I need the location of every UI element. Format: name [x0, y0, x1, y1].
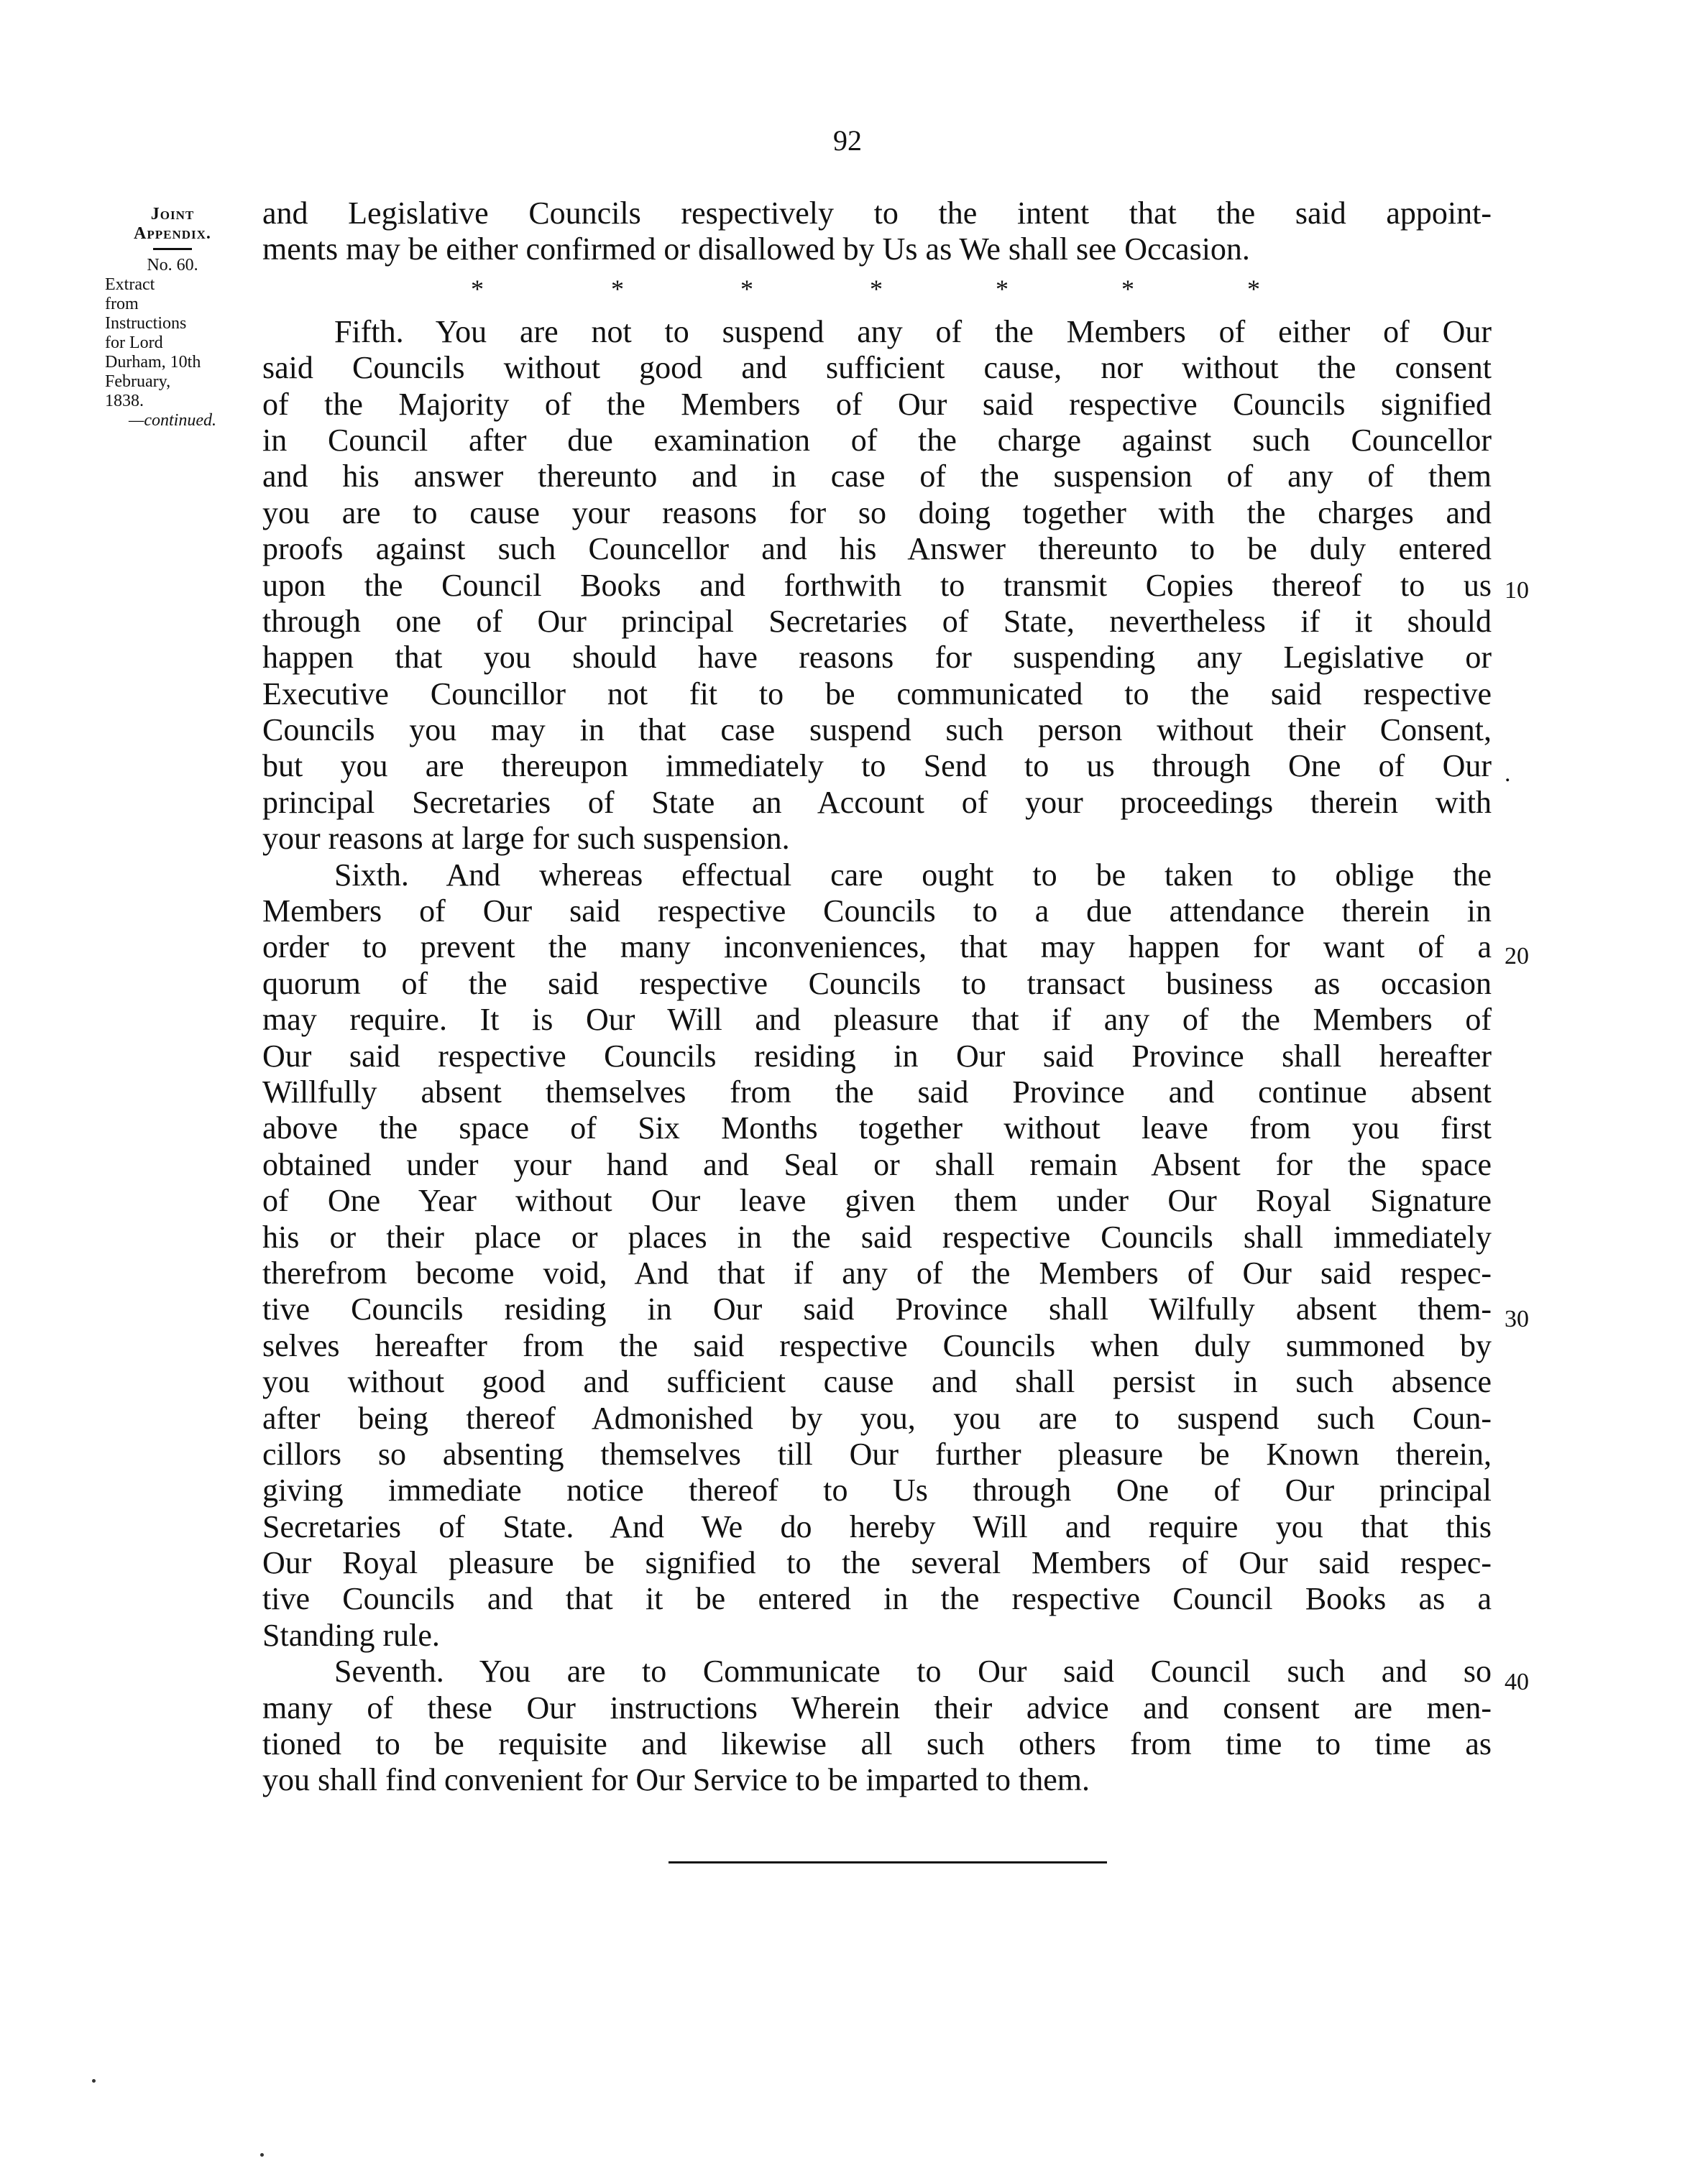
text-line: cillors so absenting themselves till Our further pleasure be Known therein, [262, 1436, 1492, 1472]
margin-note-line: Extract [105, 275, 155, 294]
text-line: Our said respective Councils residing in Our said Province shall hereafter [262, 1038, 1492, 1074]
margin-note [93, 205, 252, 430]
text-line: happen that you should have reasons for suspending any Legislative or [262, 640, 1492, 676]
margin-label-line1: Joint [150, 205, 195, 224]
line-number-10: 10 [1505, 577, 1529, 604]
asterisk: * [471, 274, 484, 303]
paragraph-fifth-first-line: Fifth. You are not to suspend any of the Members of either of Our [334, 313, 1492, 349]
text-line: said Councils without good and sufficient cause, nor without the consent [262, 350, 1492, 386]
text-line: in Council after due examination of the charge against such Councellor [262, 422, 1492, 458]
text-line: his or their place or places in the said respective Councils shall immediately [262, 1219, 1492, 1255]
margin-note-line: 1838. [105, 392, 144, 410]
margin-note-line: February, [105, 372, 171, 391]
text-line: giving immediate notice thereof to Us through One of Our principal [262, 1473, 1492, 1508]
margin-note-line: from [105, 295, 139, 313]
print-speck [260, 2153, 264, 2157]
text-line: through one of Our principal Secretaries of State, nevertheless if it should [262, 603, 1492, 639]
text-line: Executive Councillor not fit to be communicated to the said respective [262, 676, 1492, 711]
paragraph-sixth-first-line: Sixth. And whereas effectual care ought to be taken to oblige the [334, 857, 1492, 893]
text-line: of the Majority of the Members of Our said respective Councils signified [262, 386, 1492, 422]
text-line: Councils you may in that case suspend such person without their Consent, [262, 712, 1492, 748]
text-line: proofs against such Councellor and his Answer thereunto to be duly entered [262, 531, 1492, 567]
asterisk: * [870, 274, 883, 303]
text-line: Standing rule. [262, 1617, 440, 1653]
text-line: you shall find convenient for Our Service to be imparted to them. [262, 1762, 1090, 1798]
text-line: principal Secretaries of State an Account of your proceedings therein with [262, 784, 1492, 820]
text-line: quorum of the said respective Councils to transact business as occasion [262, 965, 1492, 1001]
asterisk: * [1121, 274, 1134, 303]
text-line: order to prevent the many inconveniences, that may happen for want of a [262, 929, 1492, 965]
text-line: of One Year without Our leave given them under Our Royal Signature [262, 1183, 1492, 1219]
body-text [262, 195, 1492, 1799]
text-line: therefrom become void, And that if any of the Members of Our said respec- [262, 1255, 1492, 1291]
text-line: Secretaries of State. And We do hereby Will and require you that this [262, 1508, 1492, 1544]
asterisk: * [740, 274, 753, 303]
text-line: but you are thereupon immediately to Send to us through One of Our [262, 748, 1492, 784]
page-number: 92 [833, 124, 862, 157]
text-line: may require. It is Our Will and pleasure that if any of the Members of [262, 1002, 1492, 1038]
margin-note-line: for Lord [105, 333, 163, 352]
text-line: and Legislative Councils respectively to the intent that the said appoint- [262, 195, 1492, 231]
end-rule [669, 1861, 1107, 1863]
text-line: tioned to be requisite and likewise all such others from time to time as [262, 1726, 1492, 1762]
line-number-40: 40 [1505, 1669, 1529, 1695]
text-line: Our Royal pleasure be signified to the several Members of Our said respec- [262, 1545, 1492, 1581]
text-line: tive Councils residing in Our said Province shall Wilfully absent them- [262, 1291, 1492, 1327]
line-number-mark: . [1505, 760, 1511, 787]
print-speck [92, 2079, 96, 2083]
text-line: selves hereafter from the said respective Councils when duly summoned by [262, 1327, 1492, 1363]
text-line: and his answer thereunto and in case of the suspension of any of them [262, 459, 1492, 494]
text-line: you are to cause your reasons for so doing together with the charges and [262, 494, 1492, 530]
margin-note-line: Instructions [105, 314, 187, 333]
line-number-30: 30 [1505, 1306, 1529, 1332]
text-line: ments may be either confirmed or disallowed by Us as We shall see Occasion. [262, 231, 1250, 267]
text-line: Members of Our said respective Councils to a due attendance therein in [262, 893, 1492, 929]
text-line: above the space of Six Months together without leave from you first [262, 1110, 1492, 1146]
text-line: your reasons at large for such suspension. [262, 821, 790, 857]
line-number-20: 20 [1505, 943, 1529, 969]
text-line: obtained under your hand and Seal or shall remain Absent for the space [262, 1146, 1492, 1182]
text-line: upon the Council Books and forthwith to transmit Copies thereof to us [262, 567, 1492, 603]
text-line: Willfully absent themselves from the said Province and continue absent [262, 1074, 1492, 1110]
asterisk: * [996, 274, 1009, 303]
text-line: many of these Our instructions Wherein their advice and consent are men- [262, 1690, 1492, 1725]
asterisk-separator [262, 271, 1492, 314]
margin-doc-number: No. 60. [147, 256, 198, 275]
text-line: tive Councils and that it be entered in the respective Council Books as a [262, 1581, 1492, 1617]
asterisk: * [1247, 274, 1260, 303]
margin-rule [153, 248, 192, 250]
text-line: after being thereof Admonished by you, you are to suspend such Coun- [262, 1400, 1492, 1436]
text-line: you without good and sufficient cause and shall persist in such absence [262, 1364, 1492, 1400]
margin-label-line2: Appendix. [134, 224, 211, 243]
paragraph-seventh-first-line: Seventh. You are to Communicate to Our said Council such and so [334, 1654, 1492, 1690]
asterisk: * [611, 274, 624, 303]
margin-continued: —continued. [129, 411, 216, 430]
margin-note-line: Durham, 10th [105, 353, 201, 372]
